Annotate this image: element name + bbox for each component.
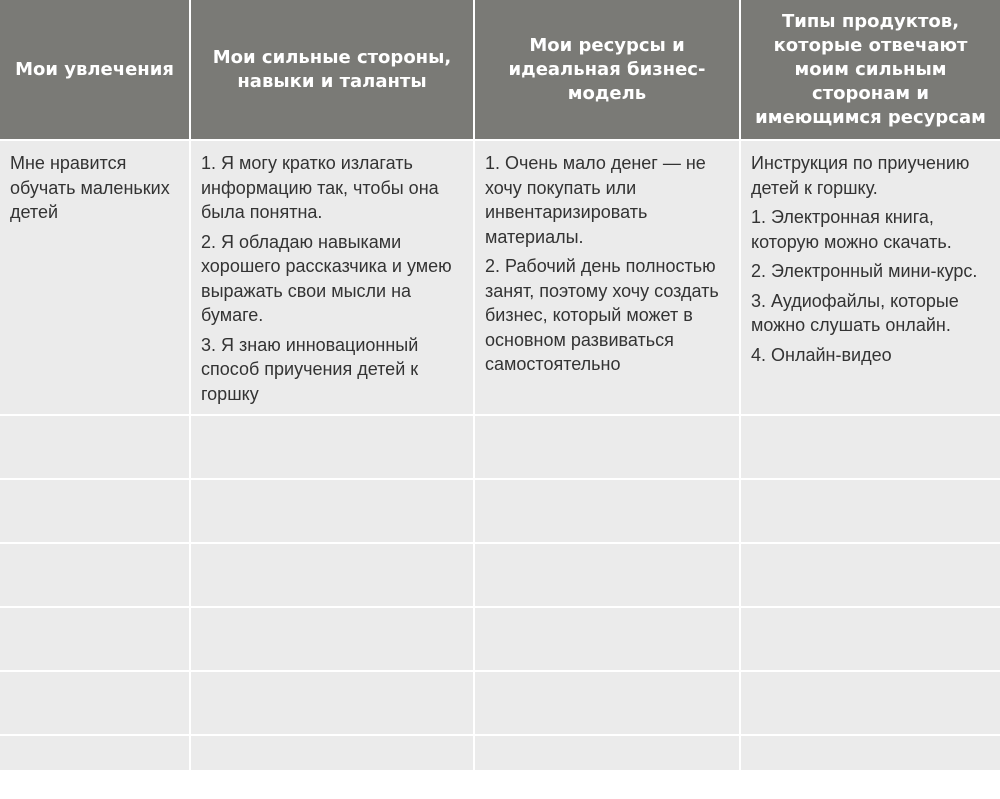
empty-cell [474, 671, 740, 735]
header-strengths: Мои сильные стороны, навыки и таланты [190, 0, 474, 140]
cell-paragraph: 1. Электронная книга, которую можно скачать. [751, 207, 952, 252]
empty-cell [474, 735, 740, 799]
cell-resources [474, 140, 740, 415]
table-body [0, 140, 1000, 799]
empty-cell [740, 479, 1000, 543]
empty-cell [190, 671, 474, 735]
empty-cell [474, 415, 740, 479]
cell-paragraph: Инструкция по приучению детей к горшку. [751, 153, 970, 198]
empty-cell [474, 543, 740, 607]
cell-paragraph: Мне нравится обучать маленьких детей [10, 153, 170, 222]
cell-passions [0, 140, 190, 415]
empty-cell [0, 543, 190, 607]
empty-cell [474, 607, 740, 671]
cell-paragraph: 3. Я знаю инновационный способ приучения детей к горшку [201, 334, 419, 404]
header-product-types: Типы продуктов, которые отвечают моим сильным сторонам и имеющимся ресурсам [740, 0, 1000, 140]
table-row [0, 671, 1000, 735]
empty-cell [190, 607, 474, 671]
empty-cell [0, 671, 190, 735]
empty-cell [740, 735, 1000, 799]
table-row [0, 479, 1000, 543]
cell-paragraph: 2. Электронный мини-курс. [751, 261, 978, 281]
header-resources: Мои ресурсы и идеальная бизнес-модель [474, 0, 740, 140]
empty-cell [190, 415, 474, 479]
cell-paragraph: 2. Я обладаю навыками хорошего рассказчика и умею выражать свои мысли на бумаге. [201, 231, 452, 325]
empty-cell [740, 671, 1000, 735]
empty-cell [0, 735, 190, 799]
empty-cell [0, 479, 190, 543]
empty-cell [740, 543, 1000, 607]
empty-cell [740, 415, 1000, 479]
table-row [0, 543, 1000, 607]
cell-paragraph: 1. Я могу кратко излагать информацию так, чтобы она была понятна. [201, 153, 439, 222]
header-row [0, 0, 1000, 140]
table-row [0, 735, 1000, 799]
empty-cell [474, 479, 740, 543]
empty-cell [0, 607, 190, 671]
table-row [0, 140, 1000, 415]
empty-cell [740, 607, 1000, 671]
header-passions: Мои увлечения [0, 0, 190, 140]
empty-cell [190, 543, 474, 607]
table-row [0, 415, 1000, 479]
cell-paragraph: 3. Аудиофайлы, которые можно слушать онлайн. [751, 290, 959, 335]
empty-cell [0, 415, 190, 479]
empty-cell [190, 735, 474, 799]
cell-paragraph: 2. Рабочий день полностью занят, поэтому хочу создать бизнес, который может в основном развиваться самостоятельно [485, 256, 719, 374]
cell-product-types [740, 140, 1000, 415]
table-row [0, 607, 1000, 671]
table-header [0, 0, 1000, 140]
cell-paragraph: 4. Онлайн-видео [751, 344, 892, 365]
empty-cell [190, 479, 474, 543]
cell-strengths [190, 140, 474, 415]
cell-paragraph: 1. Очень мало денег — не хочу покупать или инвентаризировать материалы. [485, 153, 706, 247]
